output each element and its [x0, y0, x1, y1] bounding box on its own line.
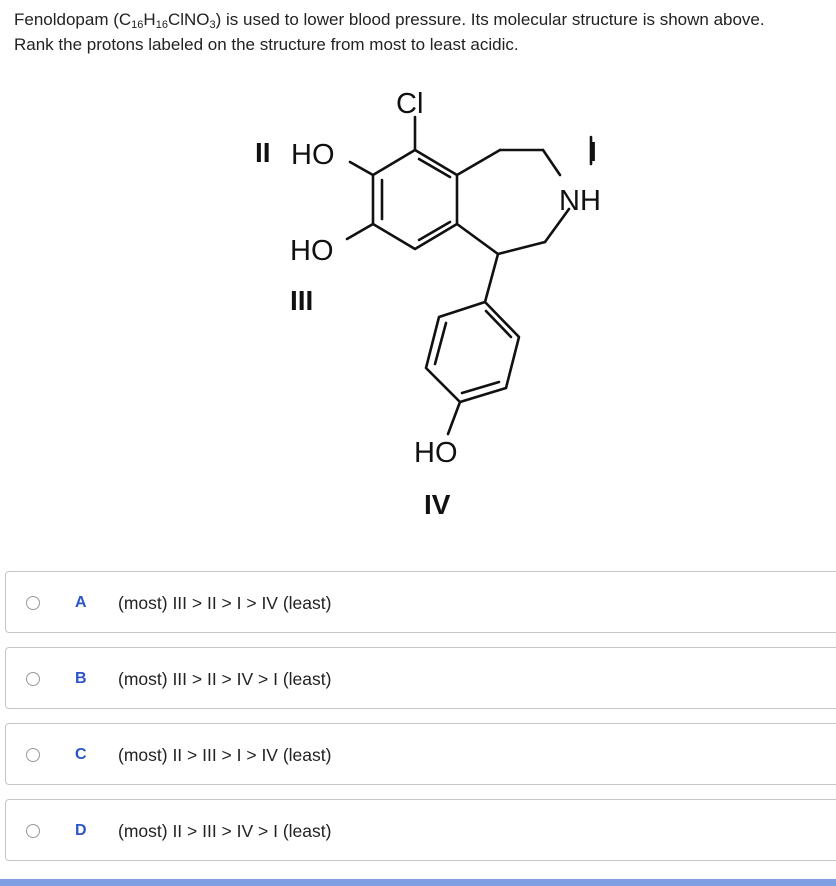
proton-label-ii: II: [255, 137, 271, 168]
radio-button-icon[interactable]: [26, 596, 40, 610]
option-letter: B: [75, 670, 87, 687]
option-text: (most) II > III > I > IV (least): [118, 745, 332, 765]
hydroxyl-middle: HO: [290, 235, 334, 267]
azepine-bond: [457, 224, 498, 254]
proton-label-iii: III: [290, 285, 314, 316]
catechol-ring: [373, 150, 457, 249]
fenoldopam-structure: [0, 72, 836, 542]
proton-label-i: I: [589, 136, 597, 167]
question-line-2: Rank the protons labeled on the structure from most to least acidic.: [14, 35, 519, 54]
option-letter: A: [75, 594, 87, 611]
phenol-ring: [426, 302, 519, 402]
question-line-1: Fenoldopam $(C_{16}H_{16}ClNO_3)$ is used to lower blood pressure. Its molecular structure is shown above.: [14, 10, 765, 31]
radio-button-icon[interactable]: [26, 672, 40, 686]
proton-label-iv: IV: [424, 489, 451, 520]
azepine-bond: [543, 150, 560, 175]
hydroxyl-bottom: HO: [414, 437, 458, 469]
amine-nh: NH: [559, 185, 601, 217]
radio-button-icon[interactable]: [26, 824, 40, 838]
chlorine-atom: Cl: [396, 88, 424, 120]
option-text: (most) III > II > IV > I (least): [118, 669, 332, 689]
oh-bond-middle: [347, 224, 373, 239]
option-text: (most) II > III > IV > I (least): [118, 821, 332, 841]
answer-option-c[interactable]: [5, 723, 836, 785]
bottom-accent-bar: [0, 879, 836, 886]
oh-bond-bottom: [448, 402, 460, 434]
azepine-bond: [498, 242, 545, 254]
question-text: [14, 7, 834, 57]
answer-option-a[interactable]: [5, 571, 836, 633]
hydroxyl-top: HO: [291, 139, 335, 171]
option-letter: C: [75, 746, 87, 763]
answer-option-d[interactable]: [5, 799, 836, 861]
option-letter: D: [75, 822, 87, 839]
phenyl-bond: [485, 254, 498, 302]
answer-option-b[interactable]: [5, 647, 836, 709]
oh-bond-top: [350, 162, 373, 175]
radio-button-icon[interactable]: [26, 748, 40, 762]
option-text: (most) III > II > I > IV (least): [118, 593, 332, 613]
azepine-bond: [457, 150, 500, 175]
